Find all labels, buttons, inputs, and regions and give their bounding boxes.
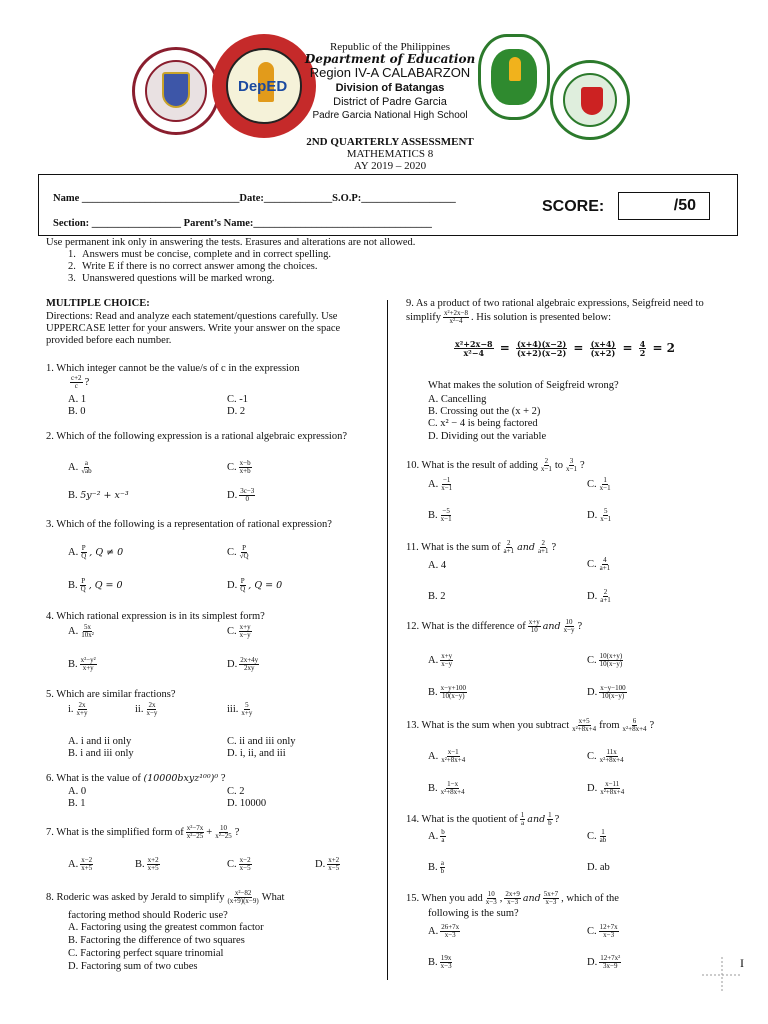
district-line: District of Padre Garcia [333, 96, 447, 108]
q15-choice-c: C. $\frac{12+7x}{x-3}$ [587, 923, 618, 939]
q5-item-i: i. $\frac{2x}{x+y}$ [68, 701, 88, 717]
q12-choice-b: B. $\frac{x-y+100}{10(x-y)}$ [428, 684, 467, 700]
mc-directions: Directions: Read and analyze each statement/questions carefully. Use UPPERCASE letter for your answers. Write your answer on the space provided before each number. [46, 311, 341, 347]
q10-choice-b: B. $\frac{-5}{x-1}$ [428, 507, 452, 523]
q9-choice-c: C. x² − 4 is being factored [428, 418, 538, 429]
academic-year: AY 2019 – 2020 [353, 160, 427, 172]
q8-choice-d: D. Factoring sum of two cubes [68, 961, 198, 972]
q9-stem: 9. As a product of two rational algebraic expressions, Seigfreid need to simplify $\frac{\text{x²+2x−8}}{\text{x²−4}}$ . His solution is presented below: [406, 298, 704, 326]
instruction-item: Answers must be concise, complete and in correct spelling. [82, 249, 332, 261]
q9-choice-a: A. Cancelling [428, 394, 487, 405]
subject-title: MATHEMATICS 8 [346, 148, 434, 160]
q13-choice-c: C. $\frac{11x}{\text{x²+8x+4}}$ [587, 748, 624, 764]
q11-choice-b: B. 2 [428, 591, 446, 602]
deped-seal-logo: DepED [212, 34, 316, 138]
q2-choice-d: D. $\frac{3c-3}{0}$ [227, 487, 255, 503]
score-value: /50 [673, 197, 696, 214]
q10-choice-a: A. $\frac{-1}{x-1}$ [428, 476, 453, 492]
q8-stem-cont: factoring method should Roderic use? [68, 910, 228, 921]
q2-choice-c: C. $\frac{x-b}{x+b}$ [227, 459, 251, 475]
q5-item-iii: iii. $\frac{5}{x+y}$ [227, 701, 253, 717]
student-info-box [38, 174, 738, 236]
q7-choice-d: D. $\frac{x+2}{x-5}$ [315, 856, 340, 872]
q13-choice-d: D. $\frac{x-11}{\text{x²+8x+4}}$ [587, 780, 625, 796]
q11-choice-d: D. $\frac{2}{a+1}$ [587, 588, 611, 604]
republic-line: Republic of the Philippines [329, 41, 451, 53]
q7-stem: 7. What is the simplified form of $\frac{\text{x²−7x}}{\text{x²−25}}$ + $\frac{10}{\text{x²−25}}$ ? [46, 824, 240, 840]
q6-choice-b: B. 1 [68, 798, 86, 809]
q1-fraction: $\frac{c+2}{c}$ ? [71, 374, 90, 390]
q4-choice-b: B. $\frac{\text{x²−y²}}{x+y}$ [68, 656, 96, 672]
q12-choice-d: D. $\frac{x-y-100}{10(x-y)}$ [587, 684, 626, 700]
q4-choice-d: D. $\frac{2x+4y}{2xy}$ [227, 656, 259, 672]
q9-solution: $\frac{\text{x²+2x−8}}{\text{x²−4}}$ = $\frac{(x+4)(x-2)}{(x+2)(x-2)}$ = $\frac{(x+4)}{(x+2)}$ = $\frac{4}{2}$ = 2 [455, 339, 676, 358]
school-line: Padre Garcia National High School [312, 110, 468, 121]
pnhs-seal-logo [550, 60, 630, 140]
score-label: SCORE: [542, 198, 605, 215]
department-line: Department of Education [304, 52, 476, 66]
instruction-item: Write E if there is no correct answer among the choices. [82, 261, 318, 273]
q5-item-ii: ii. $\frac{2x}{x-y}$ [135, 701, 158, 717]
q15-choice-d: D. $\frac{\text{12+7x²}}{3x-9}$ [587, 954, 621, 970]
q6-choice-d: D. 10000 [227, 798, 267, 809]
grid-icon [700, 955, 744, 995]
q8-choice-b: B. Factoring the difference of two squares [68, 935, 245, 946]
q9-question: What makes the solution of Seigfreid wrong? [428, 380, 619, 391]
q10-stem: 10. What is the result of adding $\frac{2}{x-1}$ to $\frac{3}{x-1}$ ? [406, 457, 585, 473]
q11-stem: 11. What is the sum of $\frac{2}{a+1}$ and $\frac{2}{a+1}$ ? [406, 539, 557, 555]
score-box[interactable] [618, 192, 710, 220]
q15-choice-a: A. $\frac{26+7x}{x-3}$ [428, 923, 460, 939]
q5-choice-d: D. i, ii, and iii [227, 748, 286, 759]
name-date-sop-field[interactable]: Name ______________________________Date:_____________S.O.P:__________________ [53, 193, 456, 204]
q13-stem: 13. What is the sum when you subtract $\frac{x+5}{\text{x²+8x+4}}$ from $\frac{6}{\text{x²+8x+4}}$ ? [406, 717, 655, 733]
kagawaran-seal-logo [132, 47, 220, 135]
q3-choice-c: C. $\frac{P}{√Q}$ [227, 544, 249, 560]
q1-stem: 1. Which integer cannot be the value/s of c in the expression [46, 363, 300, 374]
q7-choice-c: C. $\frac{x-2}{x-5}$ [227, 856, 251, 872]
q2-choice-a: A. $\frac{a}{√ab}$ [68, 459, 92, 475]
q7-choice-b: B. $\frac{x+2}{x+5}$ [135, 856, 159, 872]
q8-choice-a: A. Factoring using the greatest common factor [68, 922, 264, 933]
mc-heading: MULTIPLE CHOICE: [46, 298, 150, 309]
q12-choice-c: C. $\frac{10(x+y)}{10(x-y)}$ [587, 652, 623, 668]
q6-choice-c: C. 2 [227, 786, 245, 797]
q3-choice-b: B. $\frac{P}{Q}$ , Q = 0 [68, 577, 123, 593]
instruction-item: Unanswered questions will be marked wrong. [82, 273, 275, 285]
q5-choice-c: C. ii and iii only [227, 736, 296, 747]
q11-choice-c: C. $\frac{4}{a+1}$ [587, 556, 611, 572]
q2-stem: 2. Which of the following expression is a rational algebraic expression? [46, 431, 348, 442]
q8-stem: 8. Roderic was asked by Jerald to simplify $\frac{\text{x²−82}}{(x+9)(x-9)}$ What [46, 889, 285, 905]
region-line: Region IV-A CALABARZON [309, 65, 471, 80]
q4-stem: 4. Which rational expression is in its simplest form? [46, 611, 265, 622]
q1-choice-d: D. 2 [227, 406, 246, 417]
q2-choice-b: B. 5y⁻² + x⁻³ [68, 490, 129, 501]
q9-choice-d: D. Dividing out the variable [428, 431, 547, 442]
q15-stem-cont: following is the sum? [428, 908, 519, 919]
q1-choice-a: A. 1 [68, 394, 87, 405]
q1-choice-c: C. -1 [227, 394, 248, 405]
corner-letter: I [740, 956, 744, 970]
q14-choice-c: C. $\frac{1}{ab}$ [587, 828, 607, 844]
q1-choice-b: B. 0 [68, 406, 86, 417]
q12-stem: 12. What is the difference of $\frac{x+y}{10}$ and $\frac{10}{x-y}$ ? [406, 618, 583, 634]
q5-choice-a: A. i and ii only [68, 736, 132, 747]
q10-choice-d: D. $\frac{5}{x-1}$ [587, 507, 612, 523]
q3-choice-a: A. $\frac{P}{Q}$ , Q ≠ 0 [68, 544, 124, 560]
q3-stem: 3. Which of the following is a representation of rational expression? [46, 519, 332, 530]
q12-choice-a: A. $\frac{x+y}{x-y}$ [428, 652, 453, 668]
q5-choice-b: B. i and iii only [68, 748, 134, 759]
q6-stem: 6. What is the value of (10000bxyz¹⁰⁰)⁰ ? [46, 773, 226, 784]
assessment-title: 2ND QUARTERLY ASSESSMENT [306, 136, 474, 148]
section-parent-field[interactable]: Section: _________________ Parent’s Name:__________________________________ [53, 218, 432, 229]
q15-stem: 15. When you add $\frac{10}{x-3}$ , $\frac{2x+9}{x-3}$ and $\frac{5x+7}{x-3}$ , which of the [406, 890, 619, 906]
q15-choice-b: B. $\frac{19x}{x-3}$ [428, 954, 452, 970]
instruction-line: Use permanent ink only in answering the tests. Erasures and alterations are not allowed. [46, 237, 416, 248]
q14-choice-d: D. ab [587, 862, 610, 873]
division-line: Division of Batangas [335, 82, 445, 94]
q6-choice-a: A. 0 [68, 786, 87, 797]
q3-choice-d: D. $\frac{P}{Q}$ , Q = 0 [227, 577, 283, 593]
q5-stem: 5. Which are similar fractions? [46, 689, 176, 700]
q9-choice-b: B. Crossing out the (x + 2) [428, 406, 541, 417]
q13-choice-a: A. $\frac{x-1}{\text{x²+8x+4}}$ [428, 748, 466, 764]
q14-choice-b: B. $\frac{a}{b}$ [428, 859, 445, 875]
q11-choice-a: A. 4 [428, 560, 447, 571]
q7-choice-a: A. $\frac{x-2}{x+5}$ [68, 856, 93, 872]
q4-choice-a: A. $\frac{5x}{\text{10x²}}$ [68, 623, 94, 639]
column-divider [387, 300, 388, 980]
q8-choice-c: C. Factoring perfect square trinomial [68, 948, 224, 959]
q10-choice-c: C. $\frac{1}{x-1}$ [587, 476, 611, 492]
q13-choice-b: B. $\frac{1-x}{\text{x²+8x+4}}$ [428, 780, 465, 796]
q14-choice-a: A. $\frac{b}{a}$ [428, 828, 445, 844]
q14-stem: 14. What is the quotient of $\frac{1}{a}$ and $\frac{1}{b}$ ? [406, 811, 560, 827]
corner-mark [700, 955, 744, 995]
general-instructions: Use permanent ink only in answering the tests. Erasures and alterations are not allowed. 1. Answers must be concise, complete and in correct spelling. 2. Write E if there is no correct answer among the choices. 3. Unanswered questions will be marked wrong. [46, 237, 566, 285]
q4-choice-c: C. $\frac{x+y}{x-y}$ [227, 623, 251, 639]
